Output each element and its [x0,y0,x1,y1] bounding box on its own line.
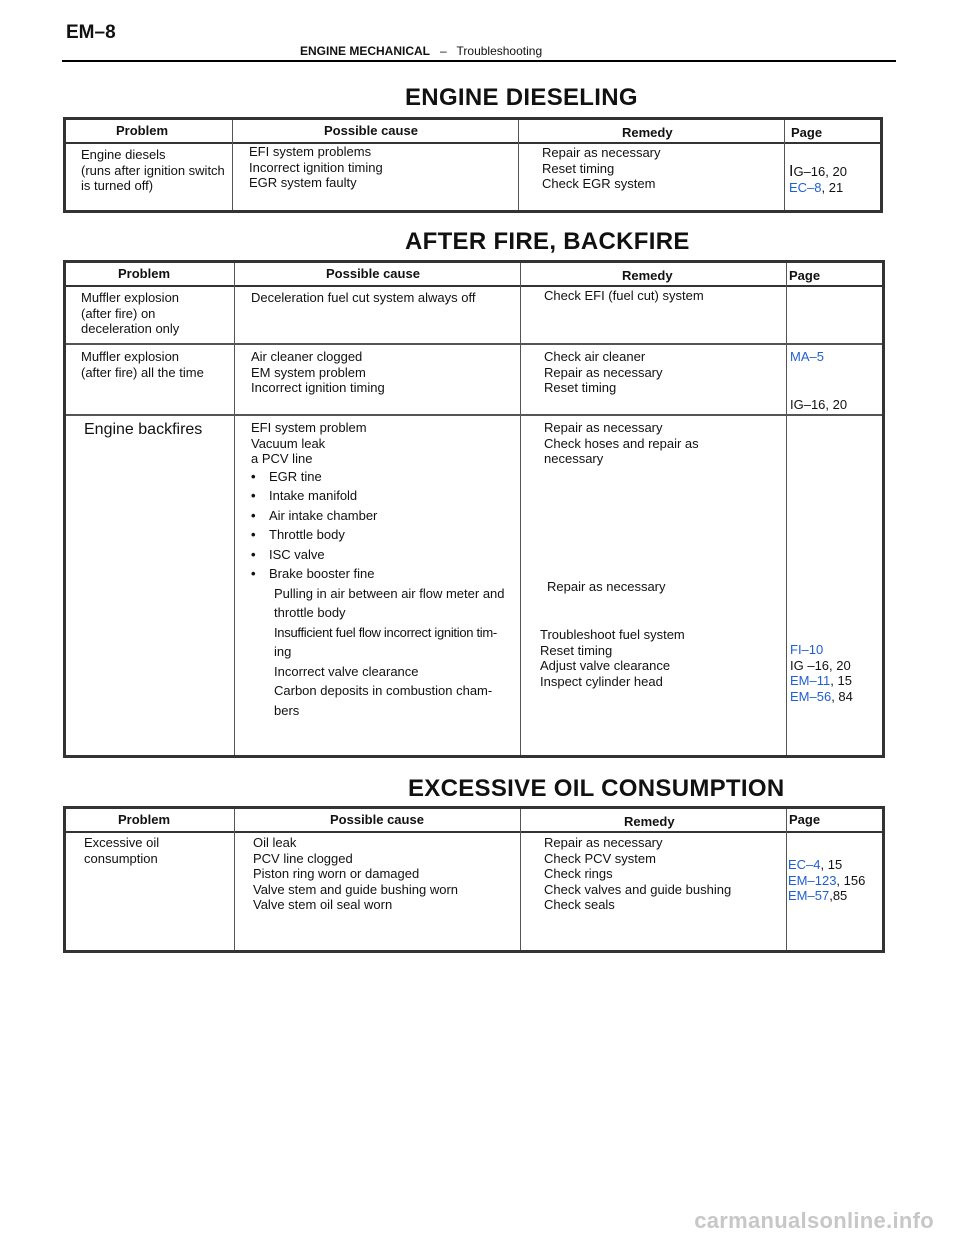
col-page: Page [791,125,823,140]
table-header-row [66,263,882,287]
remedy-cell: Check air cleaner Repair as necessary Reset timing [544,349,663,396]
page-link[interactable]: EC–4 [788,857,821,872]
remedy-cell: Repair as necessary [547,579,666,594]
cause-cell: EFI system problems Incorrect ignition timing EGR system faulty [249,144,383,191]
problem-cell: Engine backfires [84,421,203,438]
table-header-row [66,120,880,144]
remedy-cell: Repair as necessary Reset timing Check EGR system [542,145,661,192]
remedy-cell: Repair as necessary Check PCV system Check rings Check valves and guide bushing Check seals [544,835,732,913]
cause-cell: EFI system problem Vacuum leak a PCV line • EGR tine • Intake manifold • Air intake chamber • Throttle body • ISC valve • Brake booster fine Pulling in air between air flow meter and throttle body Insufficient fuel flow incorrect ignition tim- ing Incorrect valve clearance Carbon deposits in combustion cham- bers [251,420,505,720]
watermark: carmanualsonline.info [694,1208,934,1233]
page-link[interactable]: MA–5 [790,349,824,364]
page-cell: EC–4, 15 EM–123, 156 EM–57,85 [788,857,866,904]
section-title-oil: EXCESSIVE OIL CONSUMPTION [408,775,785,802]
problem-cell: Muffler explosion (after fire) on deceleration only [81,290,180,337]
cause-cell: Deceleration fuel cut system always off [251,290,476,305]
bullet-item: • ISC valve [251,545,505,565]
page-cell: IG–16, 20 EC–8, 21 [789,163,847,195]
page-link[interactable]: EM–57 [788,888,830,904]
col-problem: Problem [118,812,171,827]
col-cause: Possible cause [324,123,418,138]
col-remedy: Remedy [624,814,675,829]
remedy-cell: Check EFI (fuel cut) system [544,288,704,303]
page-link[interactable]: EM–123 [788,872,837,888]
col-remedy: Remedy [622,125,673,140]
problem-cell: Engine diesels (runs after ignition switch is turned off) [81,147,225,194]
col-cause: Possible cause [326,266,420,281]
page-cell [790,349,824,365]
bullet-item: • Brake booster fine [251,564,505,584]
col-problem: Problem [116,123,169,138]
bullet-item: • EGR tine [251,467,505,487]
section-name: ENGINE MECHANICAL [300,44,431,58]
col-page: Page [789,268,821,283]
problem-cell: Excessive oil consumption [84,835,160,866]
page-cell: IG–16, 20 [790,397,848,412]
problem-cell: Muffler explosion (after fire) all the time [81,349,204,380]
bullet-item: • Air intake chamber [251,506,505,526]
bullet-item: • Throttle body [251,525,505,545]
subsection-name: Troubleshooting [456,44,543,58]
col-page: Page [789,812,821,827]
table-oil [63,806,885,953]
col-remedy: Remedy [622,268,673,283]
running-header [300,44,542,58]
section-title-afterfire: AFTER FIRE, BACKFIRE [405,228,690,255]
page-number: EM–8 [66,22,116,43]
bullet-item: • Intake manifold [251,486,505,506]
page-link[interactable]: FI–10 [790,642,824,657]
header-rule [62,60,896,62]
cause-cell: Oil leak PCV line clogged Piston ring worn or damaged Valve stem and guide bushing worn Valve stem oil seal worn [253,835,458,913]
section-title-dieseling: ENGINE DIESELING [405,84,638,111]
table-afterfire [63,260,885,758]
page-cell: FI–10 IG –16, 20 EM–11, 15 EM–56, 84 [790,642,853,704]
page-link[interactable]: EC–8 [789,179,822,195]
remedy-cell: Repair as necessary Check hoses and repair as necessary [544,420,699,467]
header-separator: – [440,44,447,58]
table-header-row [66,809,882,833]
col-cause: Possible cause [330,812,424,827]
col-problem: Problem [118,266,171,281]
cause-cell: Air cleaner clogged EM system problem Incorrect ignition timing [251,349,385,396]
remedy-cell: Troubleshoot fuel system Reset timing Adjust valve clearance Inspect cylinder head [540,627,685,689]
table-dieseling [63,117,883,213]
page-link[interactable]: EM–56 [790,688,832,704]
page-link[interactable]: EM–11 [790,673,831,689]
